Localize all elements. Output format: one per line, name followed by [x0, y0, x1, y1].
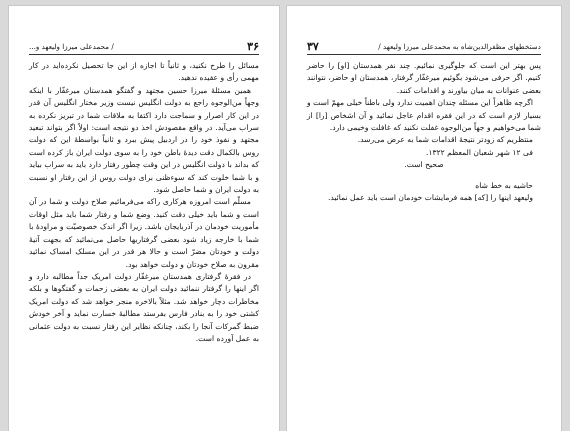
- date-line: فی ۱۲ شهر شعبان المعظم ۱۳۲۲.: [426, 147, 533, 157]
- page-number: ۳۷: [307, 40, 319, 53]
- page-header: [29, 40, 259, 55]
- page-right: [287, 6, 561, 431]
- running-head: / محمدعلی میرزا ولیعهد و...: [29, 42, 114, 51]
- signoff: صحیح است.: [404, 160, 444, 170]
- margin-note-label: حاشیه به خط شاه: [475, 180, 533, 190]
- paragraph: منتظریم که زودتر نتیجهٔ اقدامات شما به عرض می‌رسد.: [357, 135, 533, 145]
- page-header: [307, 40, 541, 55]
- margin-note-text: ولیعهد اینها را [که] همه فرمایشات خودمان است باید عمل نمائید.: [327, 193, 533, 203]
- paragraph: اگرچه ظاهراً این مسئله چندان اهمیت ندارد ولی باطناً خیلی مهمّ است و بسیار لازم است که در این فقره اقدام عاجل نمائید و آن اشخاص [را] از شما می‌خواهیم و جهاً من‌الوجوه غفلت نکنید که غافلت وخیمی دارد.: [307, 98, 541, 133]
- page-number: ۳۶: [247, 40, 259, 53]
- spacer: [307, 172, 541, 180]
- page-body: [307, 60, 541, 204]
- running-head: دستخطهای مظفرالدین‌شاه به محمدعلی میرزا ولیعهد /: [378, 42, 541, 51]
- paragraph: مسلّم است امروزه هرکاری راکه می‌فرمائیم صلاح دولت و شما در آن است و شما باید خیلی دقت کنید. وضع شما و رفتار شما باید مثل اوقات مأموریت خودمان در آذربایجان باشد. زیرا اگر اندک خصوصیّت و مراودهٔ با شما با خارجه زیاد شود بعضی گرفتاریها حاصل می‌نمائید که بجهت آتیهٔ دولت و خودتان مضرّ است و حالا هر قدر در این مسلک امساک نمائید مقرون به صلاح خودتان و دولت خواهد بود.: [29, 197, 259, 269]
- page-left: [9, 6, 279, 431]
- paragraph: در فقرهٔ گرفتاری همدستان میرغفّار دولت امریک جداً مطالبه دارد و اگر اینها را گرفتار ننمائید دولت ایران به بعضی زحمات و گفتگوها و بلکه مخاطرات دچار خواهد شد. مثلاً بالاخره منجر خواهد شد که دولت امریک کشتی خود را به بنادر فارس بفرستد مطالبهٔ خسارت نماید و آخر خودش ضبط گمرکات آنجا را بکند، چنانکه نظایر این رفتار نسبت به دولت عثمانی به عمل آورده است.: [29, 271, 259, 343]
- page-body: [29, 60, 259, 345]
- paragraph: پس بهتر این است که جلوگیری نمائیم. چند نفر همدستان [او] را حاضر کنیم. اگر حرفی می‌شود بگوئیم میرغفّار گرفتار، همدستان او حاضر، نتوانند بعضی عنوانات به میان بیاورند و اقدامات کنند.: [307, 61, 541, 95]
- paragraph: همین مسئلهٔ میرزا حسین مجتهد و گفتگو همدستان میرغفّار با اینکه وجهاً من‌الوجوه راجع به دولت انگلیس نیست وزیر مختار انگلیس آن قدر در این کار اصرار و سماجت دارد اکتفا به ملاقات شما در تبریز نکرده به سراب می‌آید. در واقع مقصودش اخذ دو نتیجه است: اولاً اگر بتواند تبعید مجتهد و نفوذ خود را در اردبیل پیش ببرد و ثانیاً بواسطهٔ این که دولت روس بالکمال دقت دیدهٔ باطن خود را به سوی دولت ایران باز کرده است که بداند با دولت انگلیس در این وقت چطور رفتار دارد باید به سراب بیاید و با شما خلوت کند که سوءظنی برای دولت روس از این رفتار او نسبت به دولت ایران و شما حاصل شود.: [29, 85, 259, 195]
- paragraph: مسائل را طرح نکنید، و ثانیاً تا اجازه از این جا تحصیل نکرده‌اید در کار مهمی رأی و عقیده ندهید.: [29, 61, 259, 83]
